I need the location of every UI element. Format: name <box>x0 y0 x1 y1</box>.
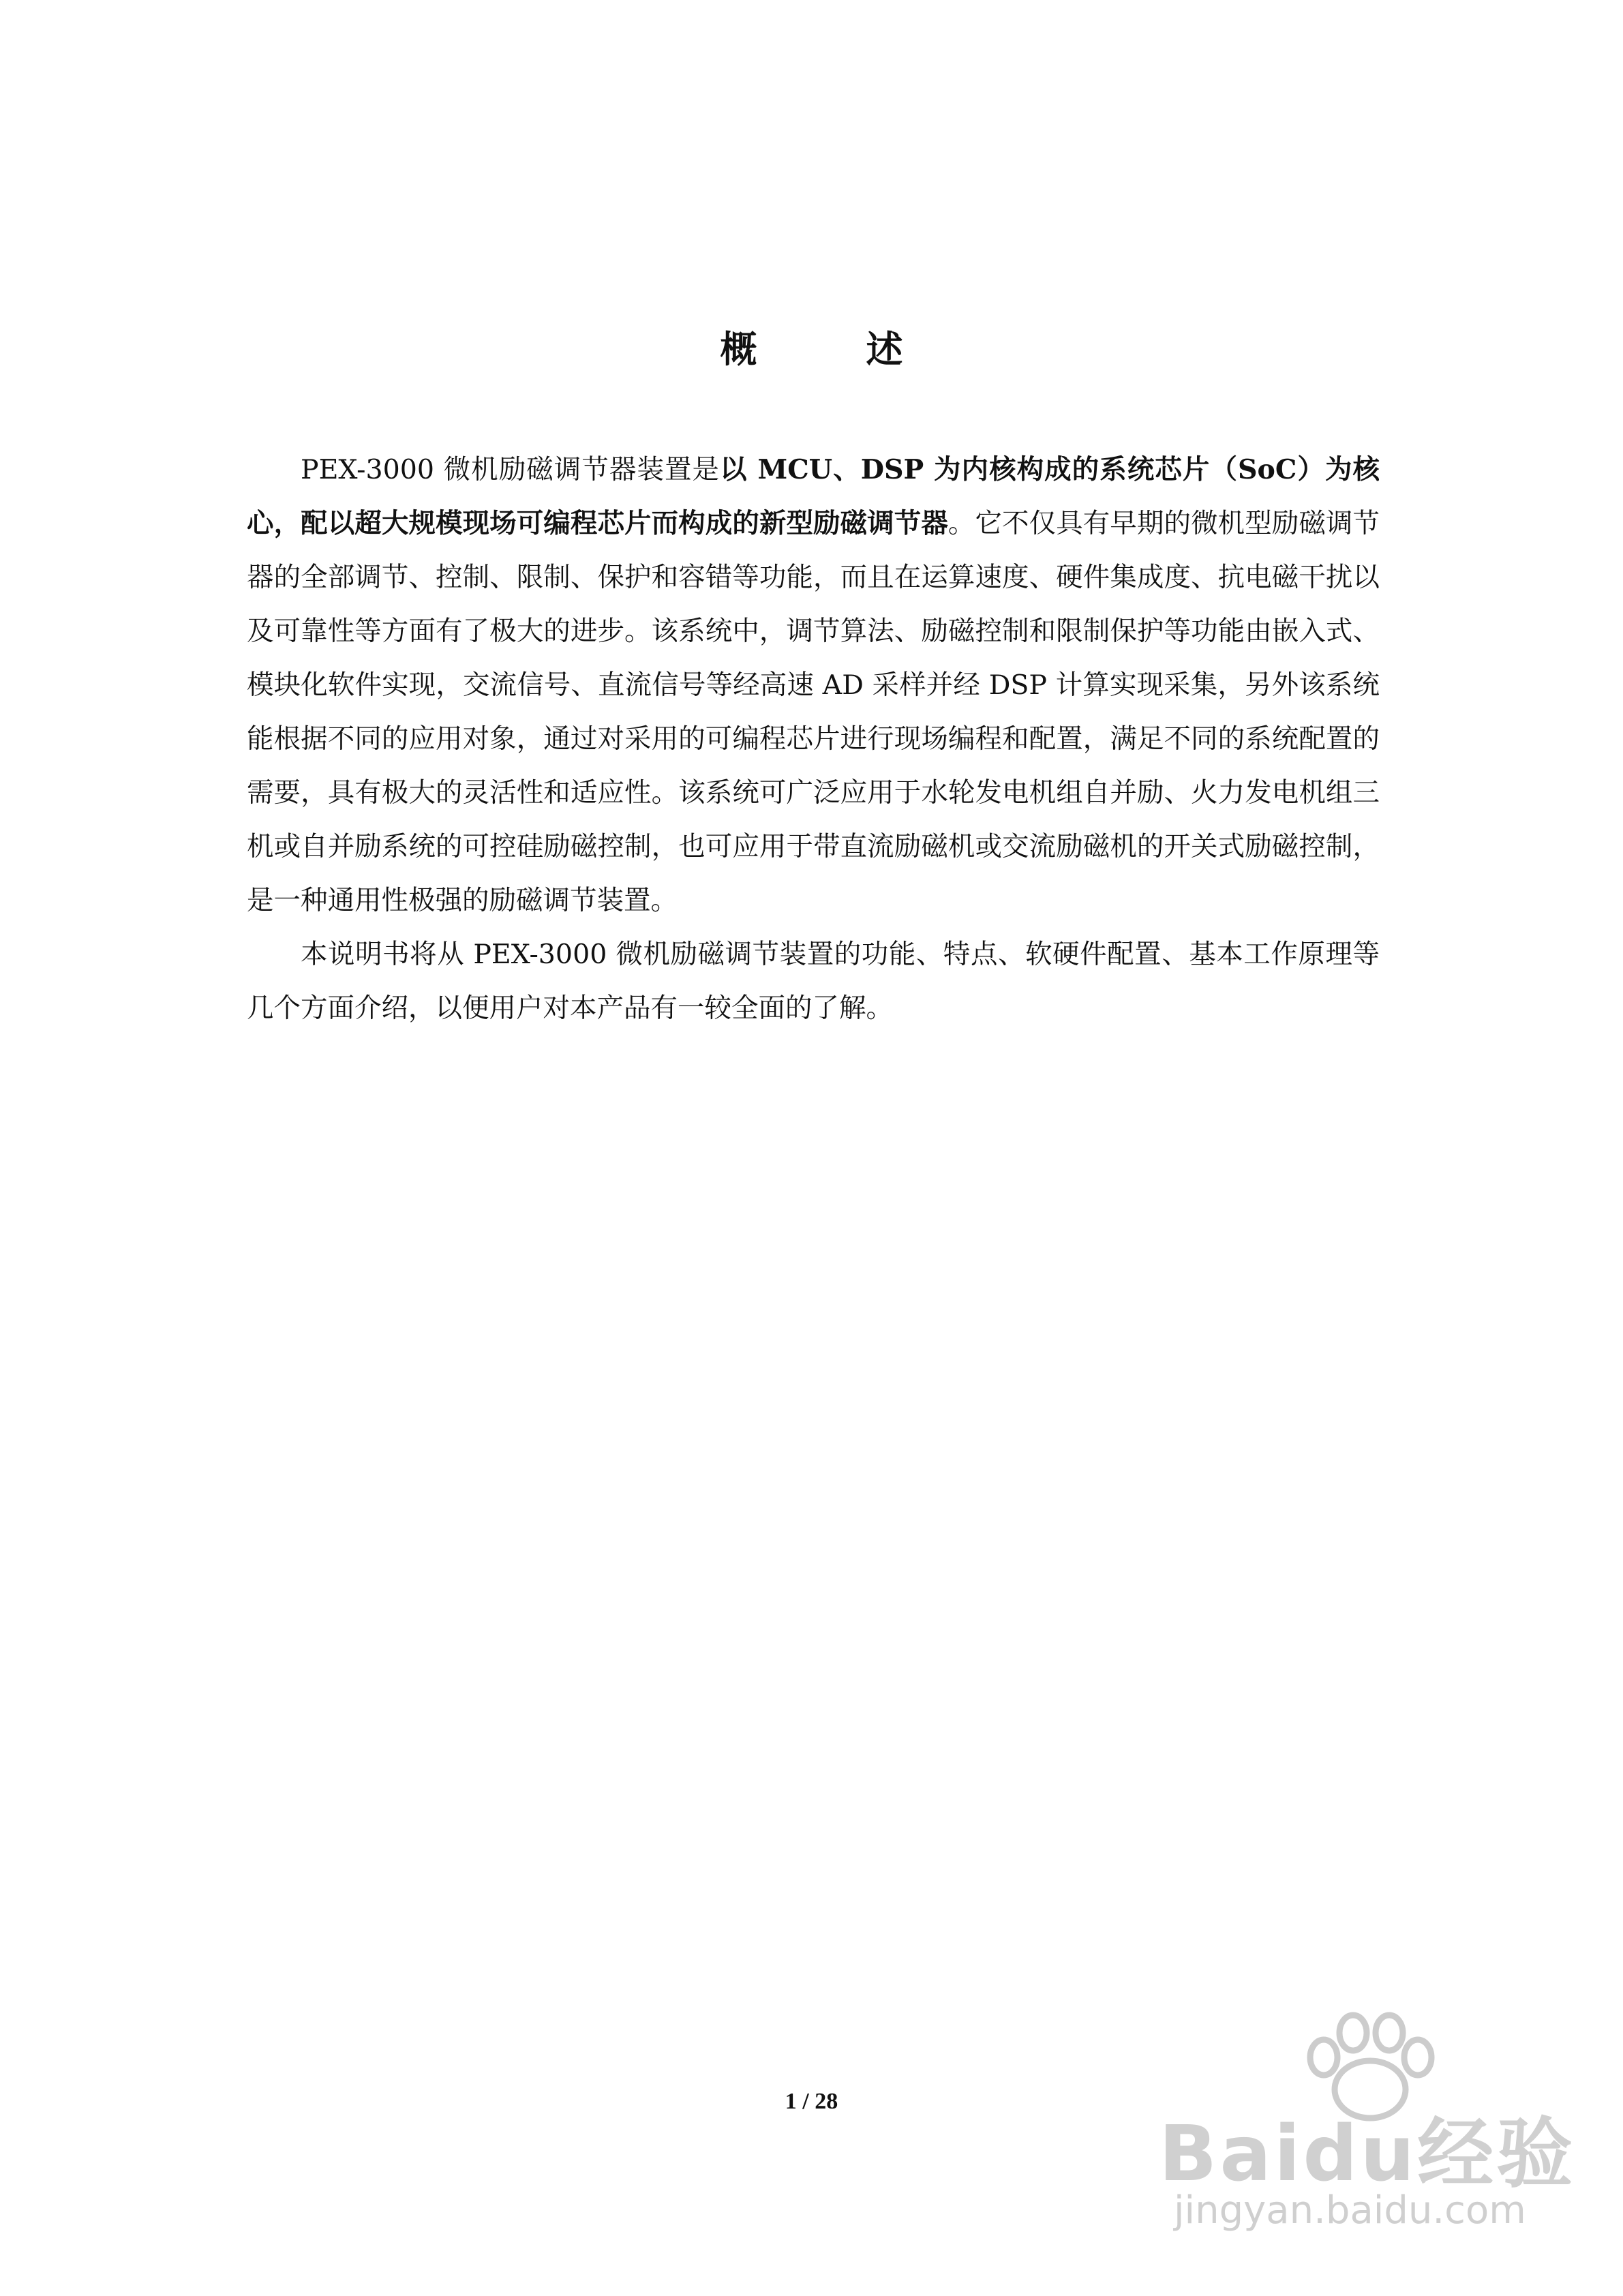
document-body <box>247 443 1380 1036</box>
baidu-watermark <box>1159 2004 1576 2250</box>
paragraph-bold-phrase: 以 MCU、DSP 为内核构成的系统芯片（SoC）为核心，配以超大规模现场可编程芯片而构成的新型励磁调节器 <box>247 454 1380 539</box>
baidu-logo-text: Baidu经验 <box>1159 2110 1576 2199</box>
baidu-watermark-url: jingyan.baidu.com <box>1174 2188 1526 2233</box>
paragraph-scope: 本说明书将从 PEX-3000 微机励磁调节装置的功能、特点、软硬件配置、基本工作原理等几个方面介绍，以便用户对本产品有一较全面的了解。 <box>247 939 1380 1024</box>
paragraph-rest: 。它不仅具有早期的微机型励磁调节器的全部调节、控制、限制、保护和容错等功能，而且在运算速度、硬件集成度、抗电磁干扰以及可靠性等方面有了极大的进步。该系统中，调节算法、励磁控制和限制保护等功能由嵌入式、模块化软件实现，交流信号、直流信号等经高速 AD 采样并经 DSP 计算实现采集，另外该系统能根据不同的应用对象，通过对采用的可编程芯片进行现场编程和配置，满足不同的系统配置的需要，具有极大的灵活性和适应性。该系统可广泛应用于水轮发电机组自并励、火力发电机组三机或自并励系统的可控硅励磁控制，也可应用于带直流励磁机或交流励磁机的开关式励磁控制，是一种通用性极强的励磁调节装置。 <box>247 508 1380 916</box>
page-number: 1 / 28 <box>785 2089 838 2114</box>
paragraph-overview <box>247 443 1380 928</box>
paragraph-lead: PEX-3000 微机励磁调节器装置是 <box>301 454 721 485</box>
page-title: 概述 <box>720 328 1012 371</box>
